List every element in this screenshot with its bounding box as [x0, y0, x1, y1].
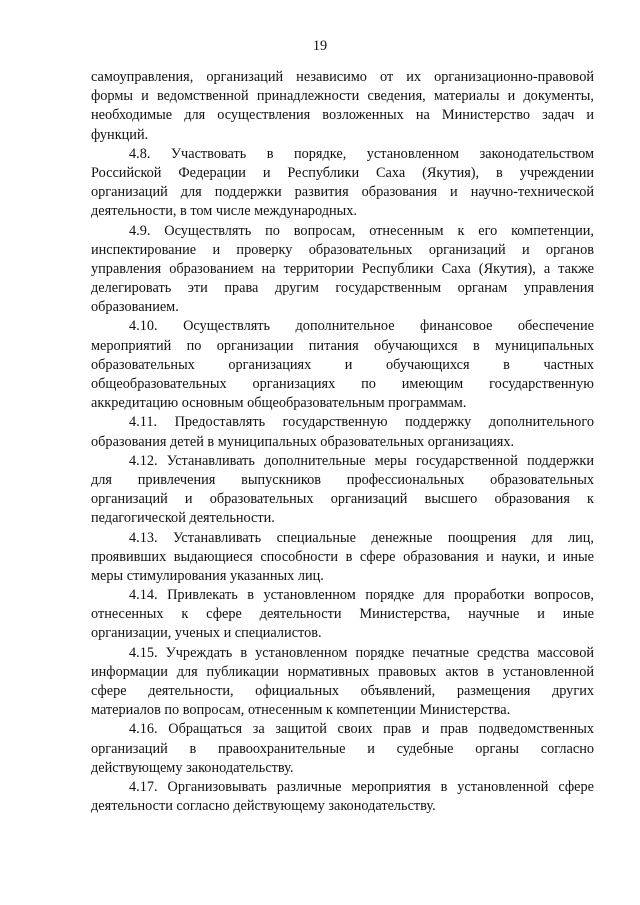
text-line: 4.17. Организовывать различные мероприятия в установленной сфере: [129, 778, 594, 795]
paragraph: [91, 586, 594, 644]
text-line: организаций для поддержки развития образования и научно-технической: [91, 184, 594, 201]
text-line: 4.14. Привлекать в установленном порядке для проработки вопросов,: [129, 587, 594, 604]
paragraph: [91, 452, 594, 529]
paragraph: [91, 145, 594, 222]
body-text: [91, 68, 594, 816]
paragraph: [91, 720, 594, 778]
paragraph: [91, 68, 594, 145]
text-line: 4.8. Участвовать в порядке, установленном законодательством: [129, 145, 594, 162]
paragraph: [91, 317, 594, 413]
text-line: отнесенных к сфере деятельности Министерства, научные и иные: [91, 606, 594, 623]
text-line: 4.9. Осуществлять по вопросам, отнесенным к его компетенции,: [129, 222, 594, 239]
text-line: делегировать эти права другим государственным органам управления: [91, 280, 594, 297]
text-line: аккредитацию основным общеобразовательным программам.: [91, 395, 467, 412]
paragraph: [91, 413, 594, 451]
paragraph: [91, 644, 594, 721]
text-line: материалов по вопросам, отнесенным к компетенции Министерства.: [91, 702, 511, 719]
text-line: инспектирование и проверку образовательных организаций и органов: [91, 241, 594, 258]
text-line: Российской Федерации и Республики Саха (Якутия), в учреждении: [91, 164, 594, 181]
paragraph: [91, 222, 594, 318]
text-line: образования детей в муниципальных образовательных организациях.: [91, 433, 515, 450]
text-line: для привлечения выпускников профессиональных образовательных: [91, 471, 594, 488]
text-line: сфере деятельности, официальных объявлений, размещения других: [91, 683, 594, 699]
paragraph: [91, 778, 594, 816]
text-line: организации, ученых и специалистов.: [91, 625, 322, 642]
text-line: необходимые для осуществления возложенных на Министерство задач и: [91, 107, 594, 124]
text-line: действующему законодательству.: [91, 759, 294, 776]
text-line: проявивших выдающиеся способности в сфере образования и науки, и иные: [91, 548, 594, 565]
text-line: управления образованием на территории Республики Саха (Якутия), а также: [91, 260, 594, 277]
text-line: образовательных организациях и обучающихся в частных: [91, 356, 594, 373]
text-line: 4.10. Осуществлять дополнительное финансовое обеспечение: [129, 318, 594, 335]
text-line: 4.16. Обращаться за защитой своих прав и прав подведомственных: [129, 721, 594, 738]
text-line: 4.11. Предоставлять государственную поддержку дополнительного: [129, 414, 594, 431]
text-line: организаций в правоохранительные и судебные органы согласно: [91, 740, 594, 757]
text-line: 4.13. Устанавливать специальные денежные поощрения для лиц,: [129, 529, 594, 546]
text-line: организаций и образовательных организаций высшего образования к: [91, 491, 594, 508]
text-line: общеобразовательных организациях по имеющим государственную: [91, 376, 594, 392]
text-line: 4.15. Учреждать в установленном порядке печатные средства массовой: [129, 644, 594, 661]
text-line: образованием.: [91, 299, 179, 316]
paragraph: [91, 529, 594, 587]
page-number: 19: [312, 38, 328, 54]
text-line: информации для публикации нормативных правовых актов в установленной: [91, 663, 594, 680]
text-line: 4.12. Устанавливать дополнительные меры государственной поддержки: [129, 452, 594, 469]
text-line: формы и ведомственной принадлежности сведения, материалы и документы,: [91, 88, 594, 105]
text-line: меры стимулирования указанных лиц.: [91, 567, 324, 584]
text-line: самоуправления, организаций независимо от их организационно-правовой: [91, 69, 594, 85]
text-line: педагогической деятельности.: [91, 510, 275, 527]
text-line: деятельности, в том числе международных.: [91, 203, 357, 220]
text-line: деятельности согласно действующему законодательству.: [91, 798, 436, 815]
text-line: функций.: [91, 126, 149, 143]
text-line: мероприятий по организации питания обучающихся в муниципальных: [91, 337, 594, 354]
